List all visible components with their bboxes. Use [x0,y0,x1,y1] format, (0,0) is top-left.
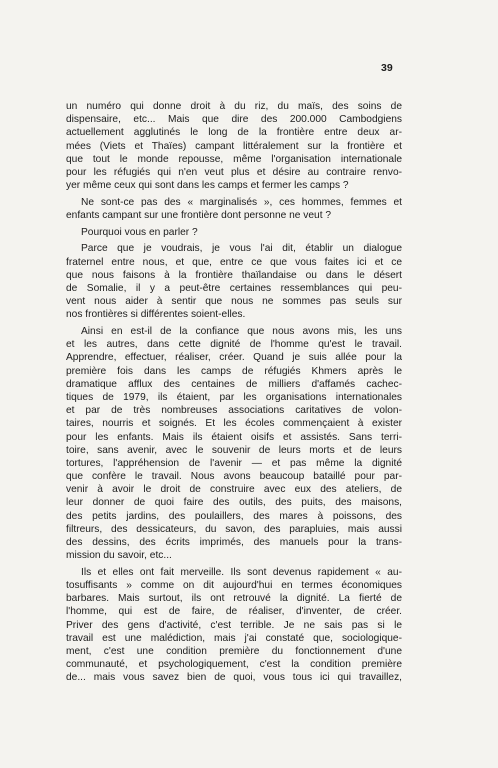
text-line: de... mais vous savez bien de quoi, vous tous ici qui travaillez, [66,672,402,684]
text-line: que nous faisons à la frontière thaïlandaise ou dans le désert [66,269,402,281]
text-line: de Somalie, il y a peut-être certaines ressemblances qui peu- [66,282,402,294]
text-line: Ils et elles ont fait merveille. Ils sont devenus rapidement « au- [81,566,402,578]
text-line: mées (Viets et Thaïes) campant littéralement sur la frontière et [66,140,402,152]
text-line: tortures, l'appréhension de l'avenir — et pas même la dignité [66,457,402,469]
text-line: un numéro qui donne droit à du riz, du maïs, des soins de [66,101,402,112]
paragraph [66,242,402,321]
text-line: Priver des gens d'activité, c'est terrible. Je ne sais pas si le [66,619,402,631]
text-line: Apprendre, effectuer, réaliser, créer. Quand je suis allée pour la [66,352,402,364]
text-line: toire, sans avenir, avec le souvenir de leurs morts et de leurs [66,444,402,456]
text-line: ment, c'est une condition première du fonctionnement d'une [66,646,402,657]
text-line: mission du savoir, etc... [66,550,172,562]
text-line: enfants campant sur une frontière dont personne ne veut ? [66,210,332,221]
page-number: 39 [381,62,393,74]
text-line: pour les réfugiés qui n'en veut plus et désire au contraire renvo- [66,166,402,178]
text-line: pour les enfants. Mais ils étaient oisifs et assistés. Sans terri- [66,431,402,443]
text-line: communauté, et psychologiquement, c'est la condition première [66,659,402,671]
text-line: nos frontières si différentes soient-elles. [66,309,246,321]
text-line: barbares. Mais surtout, ils ont retrouvé la dignité. La fierté de [66,593,402,605]
text-line: première fois dans les camps de réfugiés Khmers après le [66,365,402,377]
text-line: actuellement agglutinés le long de la frontière entre deux ar- [66,127,402,139]
body-text [66,100,402,688]
paragraph [66,566,402,685]
text-line: dramatique afflux des centaines de milliers d'affamés cachec- [66,378,402,390]
text-line: dispensaire, etc... Mais que dire des 200.000 Cambodgiens [66,114,402,126]
text-line: tiques de 1979, ils étaient, par les organisations internationales [66,391,402,403]
text-line: Parce que je voudrais, je vous l'ai dit, établir un dialogue [81,243,402,255]
paragraph [66,100,402,192]
text-line: travail est une malédiction, mais j'ai constaté que, sociologique- [66,632,402,644]
text-line: taires, nourris et soignés. Et les écoles commençaient à exister [66,418,402,430]
text-line: yer même ceux qui sont dans les camps et fermer les camps ? [66,180,349,192]
text-line: et par de très nombreuses associations caritatives de volon- [66,405,402,417]
text-line: tosuffisants » comme on dit aujourd'hui en termes économiques [66,580,402,592]
text-line: et les autres, dans cette dignité de l'homme qu'est le travail. [66,339,402,351]
paragraph [66,226,402,239]
text-line: leur donner de quoi faire des outils, des puits, des maisons, [66,497,402,509]
text-line: que tout le monde repousse, même l'organisation internationale [66,153,402,165]
text-line: filtreurs, des dessicateurs, du savon, des parapluies, mais aussi [66,523,402,535]
text-line: des dessins, des écrits imprimés, des manuels pour la trans- [66,537,402,548]
text-line: des petits jardins, des poulaillers, des mares à poissons, des [66,510,402,522]
paragraph [66,196,402,222]
text-line: Pourquoi vous en parler ? [81,226,198,238]
text-line: Ainsi en est-il de la confiance que nous avons mis, les uns [81,326,402,337]
text-line: l'homme, qui est de faire, de réaliser, d'inventer, de créer. [66,606,402,618]
text-line: venir à avoir le droit de construire avec eux des ateliers, de [66,484,402,496]
text-line: vent nous aider à sentir que nous ne sommes pas seuls sur [66,296,402,308]
text-line: Ne sont-ce pas des « marginalisés », ces hommes, femmes et [81,196,402,208]
text-line: que confère le travail. Nous avons beaucoup bataillé pour par- [66,471,402,483]
paragraph [66,325,402,562]
text-line: fraternel entre nous, et que, entre ce que vous faites ici et ce [66,256,402,268]
